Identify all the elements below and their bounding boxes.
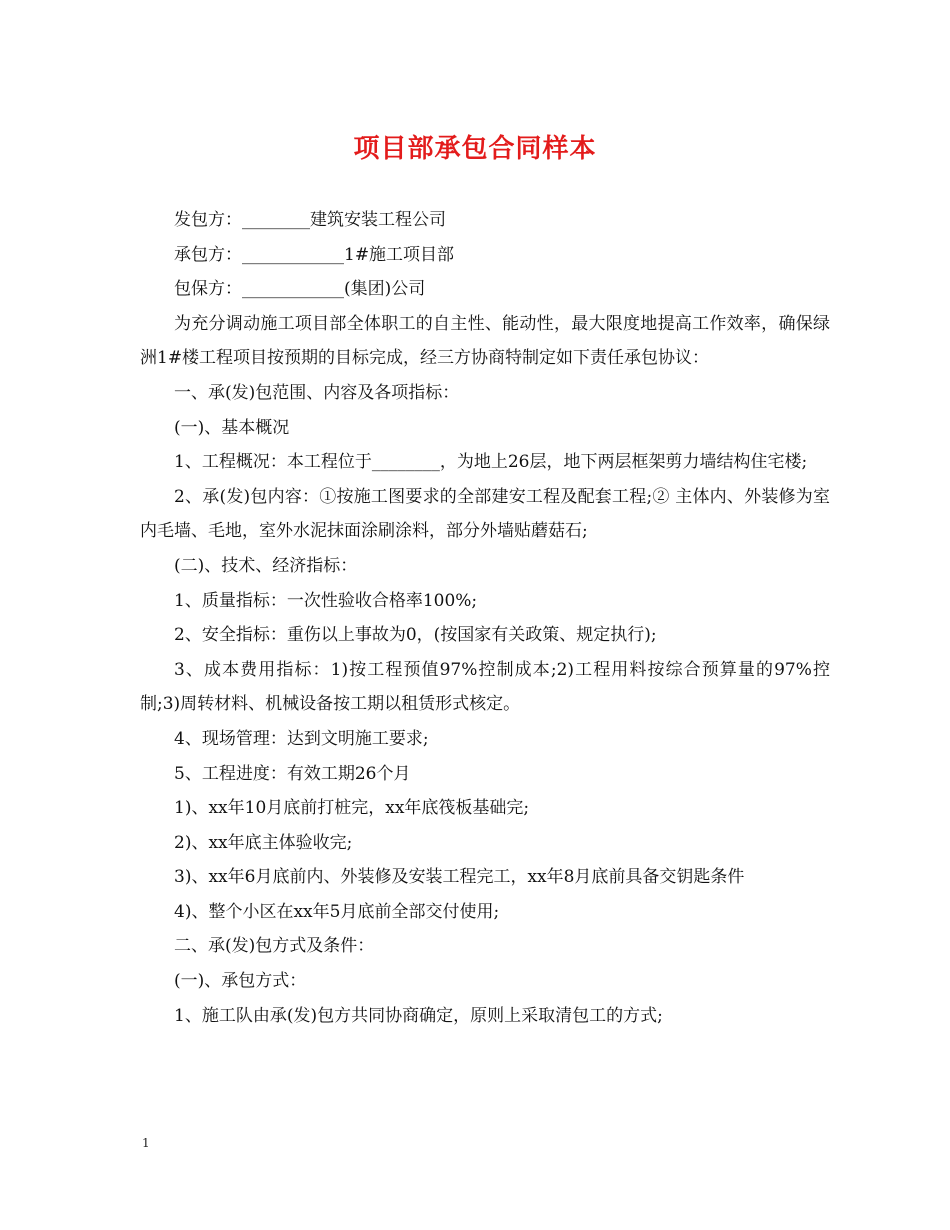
paragraph: (一)、基本概况 <box>174 417 290 438</box>
paragraph: 4)、整个小区在xx年5月底前全部交付使用; <box>174 901 500 922</box>
page-number: 1 <box>142 1136 150 1150</box>
paragraph: 2、承(发)包内容：①按施工图要求的全部建安工程及配套工程;② 主体内、外装修为室内毛墙、毛地，室外水泥抹面涂刷涂料，部分外墙贴蘑菇石; <box>140 486 830 542</box>
paragraph: 1、质量指标：一次性验收合格率100%; <box>174 590 478 611</box>
paragraph: 一、承(发)包范围、内容及各项指标： <box>174 382 460 403</box>
paragraph: (二)、技术、经济指标： <box>174 555 358 576</box>
paragraph: (一)、承包方式： <box>174 971 307 992</box>
paragraph: 1)、xx年10月底前打桩完，xx年底筏板基础完; <box>174 798 530 819</box>
paragraph: 发包方：________建筑安装工程公司 <box>174 210 446 230</box>
paragraph: 承包方：____________1#施工项目部 <box>174 244 455 265</box>
paragraph: 包保方：____________(集团)公司 <box>174 279 426 300</box>
paragraph: 3)、xx年6月底前内、外装修及安装工程完工，xx年8月底前具备交钥匙条件 <box>174 867 745 888</box>
paragraph: 4、现场管理：达到文明施工要求; <box>174 728 429 749</box>
paragraph: 1、工程概况：本工程位于________，为地上26层，地下两层框架剪力墙结构住宅楼; <box>174 452 808 473</box>
paragraph: 2)、xx年底主体验收完; <box>174 832 353 853</box>
paragraph: 1、施工队由承(发)包方共同协商确定，原则上采取清包工的方式; <box>174 1005 663 1026</box>
document-title: 项目部承包合同样本 <box>353 134 597 164</box>
paragraph: 二、承(发)包方式及条件： <box>174 936 375 957</box>
paragraph: 5、工程进度：有效工期26个月 <box>174 763 411 784</box>
paragraph: 为充分调动施工项目部全体职工的自主性、能动性，最大限度地提高工作效率，确保绿洲1#楼工程项目按预期的目标完成，经三方协商特制定如下责任承包协议： <box>140 313 830 369</box>
paragraph: 2、安全指标：重伤以上事故为0，(按国家有关政策、规定执行); <box>174 625 657 646</box>
document-body <box>140 203 830 1033</box>
paragraph: 3、成本费用指标：1)按工程预值97%控制成本;2)工程用料按综合预算量的97%控制;3)周转材料、机械设备按工期以租赁形式核定。 <box>140 659 830 715</box>
